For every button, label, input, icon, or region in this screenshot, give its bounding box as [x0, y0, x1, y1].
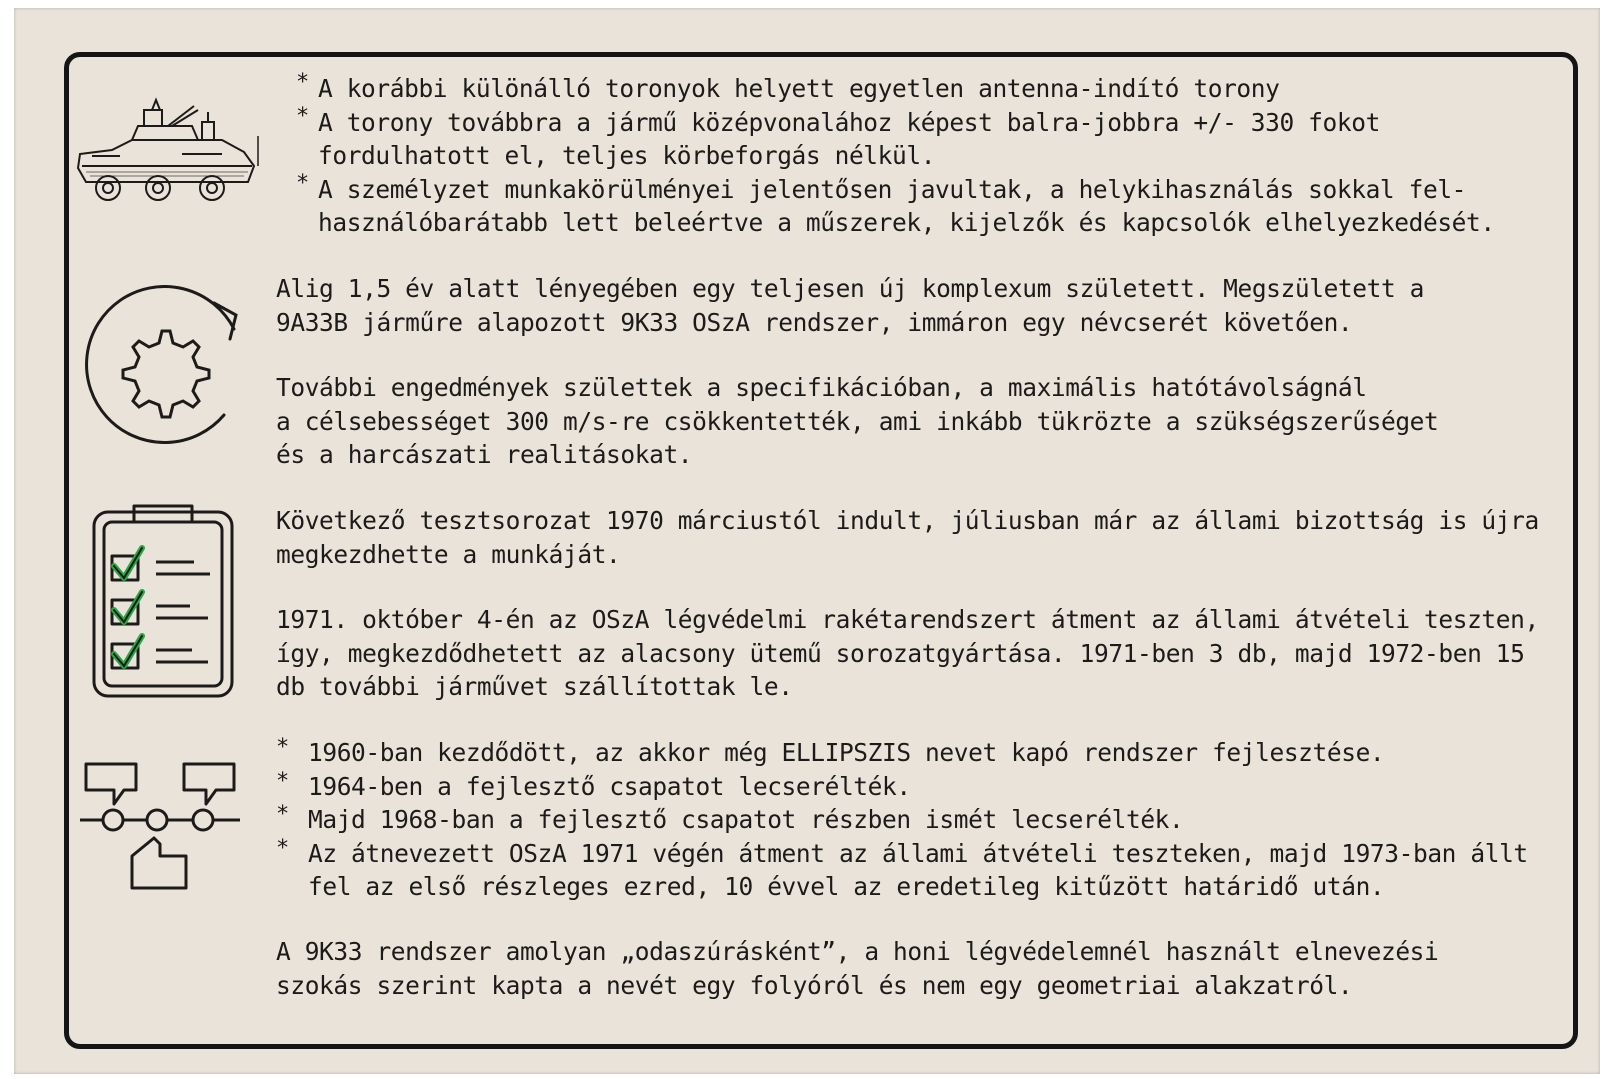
timeline-section [276, 736, 1528, 904]
tower-section [296, 72, 1495, 240]
list-item [296, 72, 1495, 106]
tests-paragraph [276, 504, 1539, 571]
tower-bullet-list [296, 72, 1495, 240]
text-line: Az átnevezett OSzA 1971 végén átment az állami átvételi teszteken, majd 1973-ban állt [308, 838, 1528, 868]
text-line: A torony továbbra a jármű középvonalához képest balra-jobbra +/- 330 fokot [318, 107, 1380, 137]
concessions-paragraph [276, 371, 1438, 472]
naming-paragraph [276, 935, 1438, 1002]
bullet-star: * [276, 735, 289, 760]
list-item [296, 170, 1495, 240]
text-line: fordulhatott el, teljes körbeforgás nélkül. [318, 141, 936, 170]
bullet-star: * [296, 70, 309, 95]
list-item [296, 103, 1495, 173]
text-line: szokás szerint kapta a nevét egy folyóról és nem egy geometriai alakzatról. [276, 970, 1353, 1000]
text-line: db további járművet szállítottak le. [276, 672, 793, 701]
text-line: Alig 1,5 év alatt lényegében egy teljesen új komplexum született. Megszületett a [276, 274, 1425, 303]
text-line: és a harcászati realitásokat. [276, 440, 693, 469]
armored-vehicle-icon [72, 96, 262, 208]
timeline-bullet-list [276, 736, 1528, 904]
text-line: Majd 1968-ban a fejlesztő csapatot részben ismét lecserélték. [308, 805, 1184, 834]
list-item [276, 803, 1528, 837]
production-paragraph [276, 603, 1539, 704]
timeline-icon [80, 760, 244, 892]
text-line: A személyzet munkakörülményei jelentősen javultak, a helykihasználás sokkal fel- [318, 174, 1467, 204]
text-line: 1971. október 4-én az OSzA légvédelmi rakétarendszert átment az állami átvételi teszten, [276, 605, 1539, 634]
list-item [276, 736, 1528, 770]
bullet-star: * [276, 802, 289, 827]
list-item [276, 770, 1528, 804]
bullet-star: * [296, 103, 309, 129]
text-line: a célsebességet 300 m/s-re csökkentették, ami inkább tükrözte a szükségszerűséget [276, 406, 1439, 436]
bullet-star: * [296, 170, 309, 196]
text-line: 1964-ben a fejlesztő csapatot lecserélték. [308, 771, 911, 801]
text-line: A korábbi különálló toronyok helyett egyetlen antenna-indító torony [318, 74, 1280, 103]
bullet-star: * [276, 835, 289, 861]
list-item [276, 837, 1528, 904]
text-line: használóbarátabb lett beleértve a műszerek, kijelzők és kapcsolók elhelyezkedését. [318, 208, 1495, 237]
text-line: Következő tesztsorozat 1970 márciustól indult, júliusban már az állami bizottság is újra [276, 506, 1539, 535]
text-line: fel az első részleges ezred, 10 évvel az eredetileg kitűzött határidő után. [308, 872, 1385, 901]
gear-cycle-icon [74, 285, 250, 471]
bullet-star: * [276, 768, 289, 794]
text-line: így, megkezdődhetett az alacsony ütemű sorozatgyártása. 1971-ben 3 db, majd 1972-ben 15 [276, 638, 1525, 668]
text-line: 1960-ban kezdődött, az akkor még ELLIPSZIS nevet kapó rendszer fejlesztése. [308, 738, 1385, 767]
new-complex-paragraph [276, 272, 1424, 339]
checklist-clipboard-icon [90, 500, 236, 700]
text-line: A 9K33 rendszer amolyan „odaszúrásként”, a honi légvédelemnél használt elnevezési [276, 937, 1439, 966]
text-line: További engedmények születtek a specifikációban, a maximális hatótávolságnál [276, 373, 1367, 402]
text-line: 9A33B járműre alapozott 9K33 OSzA rendszer, immáron egy névcserét követően. [276, 307, 1353, 337]
text-line: megkezdhette a munkáját. [276, 539, 621, 569]
